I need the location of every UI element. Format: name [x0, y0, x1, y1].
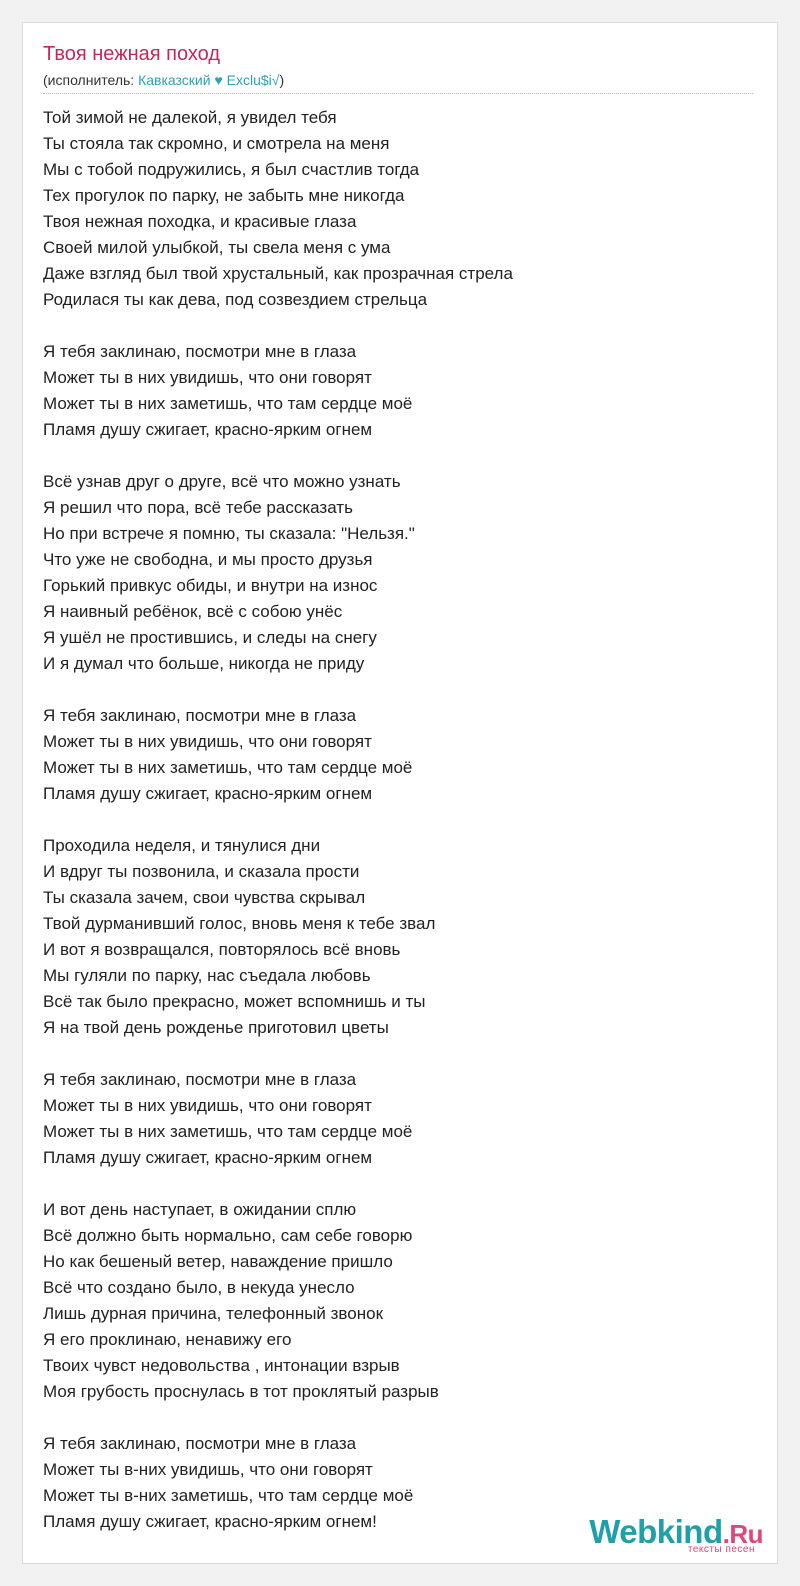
lyrics-line: Я решил что пора, всё тебе рассказать — [43, 498, 353, 517]
lyrics-line: Всё узнав друг о друге, всё что можно узнать — [43, 472, 401, 491]
lyrics-line: Твоих чувст недовольства , интонации взрыв — [43, 1356, 400, 1375]
lyrics-line: Я на твой день рожденье приготовил цветы — [43, 1018, 389, 1037]
logo-tagline: тексты песен — [687, 1544, 755, 1555]
site-logo[interactable] — [589, 1513, 763, 1555]
lyrics-stanza — [43, 703, 743, 807]
lyrics-line: Лишь дурная причина, телефонный звонок — [43, 1304, 384, 1323]
lyrics-line: Родилася ты как дева, под созвездием стрельца — [43, 290, 428, 309]
lyrics-stanza — [43, 1197, 743, 1405]
lyrics-line: Я тебя заклинаю, посмотри мне в глаза — [43, 342, 357, 361]
lyrics-line: Пламя душу сжигает, красно-ярким огнем — [43, 784, 373, 803]
lyrics-line: Мы гуляли по парку, нас съедала любовь — [43, 966, 371, 985]
lyrics-stanza — [43, 469, 743, 677]
lyrics-line: Даже взгляд был твой хрустальный, как прозрачная стрела — [43, 264, 513, 283]
lyrics-line: Твой дурманивший голос, вновь меня к тебе звал — [43, 914, 436, 933]
lyrics-line: Может ты в-них увидишь, что они говорят — [43, 1460, 373, 1479]
lyrics-line: И вот я возвращался, повторялось всё вновь — [43, 940, 401, 959]
logo-tld: .Ru — [722, 1519, 763, 1549]
lyrics-line: Я тебя заклинаю, посмотри мне в глаза — [43, 1434, 357, 1453]
lyrics-line: Мы с тобой подружились, я был счастлив тогда — [43, 160, 420, 179]
artist-link[interactable]: Кавказский ♥ Exclu$i√ — [138, 72, 280, 88]
lyrics-body — [43, 105, 743, 1561]
lyrics-line: Может ты в них заметишь, что там сердце моё — [43, 394, 413, 413]
lyrics-line: Ты стояла так скромно, и смотрела на меня — [43, 134, 390, 153]
lyrics-line: Пламя душу сжигает, красно-ярким огнем! — [43, 1512, 377, 1531]
lyrics-stanza — [43, 339, 743, 443]
lyrics-line: Всё должно быть нормально, сам себе говорю — [43, 1226, 413, 1245]
title-divider — [43, 93, 753, 94]
lyrics-line: Может ты в них увидишь, что они говорят — [43, 368, 372, 387]
lyrics-line: Но при встрече я помню, ты сказала: "Нельзя." — [43, 524, 415, 543]
lyrics-line: Может ты в-них заметишь, что там сердце моё — [43, 1486, 414, 1505]
artist-prefix: (исполнитель: — [43, 72, 139, 88]
lyrics-line: Может ты в них заметишь, что там сердце моё — [43, 758, 413, 777]
lyrics-line: Я ушёл не простившись, и следы на снегу — [43, 628, 377, 647]
logo-word: Webkind — [589, 1513, 723, 1550]
lyrics-stanza — [43, 1067, 743, 1171]
lyrics-line: Пламя душу сжигает, красно-ярким огнем — [43, 1148, 373, 1167]
lyrics-line: Может ты в них увидишь, что они говорят — [43, 732, 372, 751]
lyrics-stanza — [43, 833, 743, 1041]
lyrics-line: Всё так было прекрасно, может вспомнишь и ты — [43, 992, 426, 1011]
lyrics-line: И вдруг ты позвонила, и сказала прости — [43, 862, 360, 881]
lyrics-line: И я думал что больше, никогда не приду — [43, 654, 365, 673]
lyrics-line: Я тебя заклинаю, посмотри мне в глаза — [43, 1070, 357, 1089]
artist-line — [43, 72, 284, 88]
lyrics-line: Тех прогулок по парку, не забыть мне никогда — [43, 186, 405, 205]
page-title: Твоя нежная поход — [43, 43, 220, 65]
lyrics-line: Твоя нежная походка, и красивые глаза — [43, 212, 357, 231]
lyrics-line: Может ты в них заметишь, что там сердце моё — [43, 1122, 413, 1141]
lyrics-line: Я его проклинаю, ненавижу его — [43, 1330, 292, 1349]
lyrics-line: Той зимой не далекой, я увидел тебя — [43, 108, 337, 127]
artist-suffix: ) — [279, 72, 285, 88]
lyrics-line: Ты сказала зачем, свои чувства скрывал — [43, 888, 366, 907]
lyrics-card — [22, 22, 778, 1564]
lyrics-line: Моя грубость проснулась в тот проклятый разрыв — [43, 1382, 439, 1401]
lyrics-line: Пламя душу сжигает, красно-ярким огнем — [43, 420, 373, 439]
lyrics-line: Может ты в них увидишь, что они говорят — [43, 1096, 372, 1115]
lyrics-line: И вот день наступает, в ожидании сплю — [43, 1200, 357, 1219]
lyrics-line: Всё что создано было, в некуда унесло — [43, 1278, 355, 1297]
lyrics-line: Проходила неделя, и тянулися дни — [43, 836, 321, 855]
lyrics-line: Что уже не свободна, и мы просто друзья — [43, 550, 373, 569]
lyrics-line: Горький привкус обиды, и внутри на износ — [43, 576, 378, 595]
lyrics-line: Но как бешеный ветер, наваждение пришло — [43, 1252, 393, 1271]
lyrics-line: Я наивный ребёнок, всё с собою унёс — [43, 602, 343, 621]
lyrics-stanza — [43, 105, 743, 313]
lyrics-line: Своей милой улыбкой, ты свела меня с ума — [43, 238, 391, 257]
lyrics-line: Я тебя заклинаю, посмотри мне в глаза — [43, 706, 357, 725]
